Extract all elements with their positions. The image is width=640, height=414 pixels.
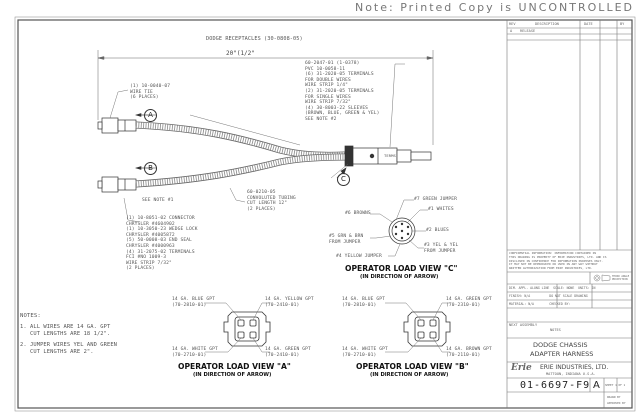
date-col-header: DATE [584, 22, 593, 26]
finish-row: FINISH: N/A DO NOT SCALE DRAWING [509, 294, 588, 298]
view-c-pin-2: #2 BLUES [426, 228, 449, 233]
description-line-1: DODGE CHASSIS [533, 341, 588, 349]
drawn-by-label: DRAWN BY [607, 395, 621, 399]
rev-row-letter: A [510, 29, 513, 33]
view-b-label-tl: 14 GA. BLUE GPT (70-2810-01) [342, 297, 385, 308]
third-angle-label: THIRD ANGLE PROJECTION [612, 275, 630, 282]
description-col-header: DESCRIPTION [535, 22, 559, 26]
company-logo: Erie [511, 363, 532, 373]
company-location: MATTOON, INDIANA U.S.A. [546, 372, 596, 376]
part-number: 01-6697-F9 [520, 380, 591, 391]
view-a-subtitle: (IN DIRECTION OF ARROW) [193, 372, 272, 378]
revision-letter: A [593, 380, 600, 391]
view-c-pin-5: #5 GRN & BRN FROM JUMPER [329, 234, 364, 245]
notes-label: NOTES [550, 328, 561, 332]
tubing-note: 60-0210-05 CONVOLUTED TUBING CUT LENGTH 12" (2 PLACES) [247, 190, 296, 212]
overall-length-dimension: 20"(1/2" [226, 50, 255, 57]
view-b-title: OPERATOR LOAD VIEW "B" [356, 362, 469, 371]
rev-col-header: REV [509, 22, 516, 26]
view-c-pin-6: #6 BROWNS [345, 211, 371, 216]
approved-by-label: APPROVED BY [607, 401, 626, 405]
callout-c: C [337, 173, 350, 186]
view-b-label-tr: 14 GA. GREEN GPT (70-2310-01) [446, 297, 492, 308]
view-c-title: OPERATOR LOAD VIEW "C" [345, 264, 458, 273]
tolerance-row: DIM. APPL. ALONG LINE SCALE: NONE UNITS: IN [509, 286, 596, 290]
connector-note: (1) 10-8051-02 CONNECTOR CHRYSLER #4604902 (1) 10-3050-23 WEDGE LOCK CHRYSLER #4005872 (5) 50-0008-03 END SEAL CHRYSLER #4000963 (4) 31-2075-02 TERMINALS FCI #NO 1009-3 WIRE STRIP 7/32" (2 PLACES) [126, 216, 198, 272]
callout-a: A [144, 109, 157, 122]
receptacle-note: 60-2047-01 (1-0378) PVC 10-0058-11 (6) 31-2020-05 TERMINALS FOR DOUBLE WIRES WIRE STRIP 1/4" (2) 31-2020-05 TERMINALS FOR SINGLE WIRES WIRE STRIP 7/32" (4) 30-8003-22 SLEEVES (BROWN, BLUE, GREEN & YEL) SEE NOTE #2 [305, 61, 380, 122]
view-b-label-br: 14 GA. BROWN GPT (70-2110-01) [446, 347, 492, 358]
by-col-header: BY [620, 22, 625, 26]
view-a-title: OPERATOR LOAD VIEW "A" [178, 362, 291, 371]
note-item-2: 2. JUMPER WIRES YEL AND GREEN CUT LENGTHS ARE 2". [20, 342, 118, 355]
sheet-number: SHEET 1 OF 1 [605, 383, 626, 387]
material-row: MATERIAL: N/A CHECKED BY: [509, 302, 571, 306]
proprietary-note: CONFIDENTIAL INFORMATION: INFORMATION CONTAINED IN THIS DRAWING IS PROPERTY OF ERIE INDUSTRIES, LTD. AND IS DISCLOSED IN CONFIDENCE FOR INFORMATION PURPOSES ONLY. IT MAY NOT BE REPRODUCED OR USED IN ANY WAY WITHOUT WRITTEN AUTHORIZATION FROM ERIE INDUSTRIES, LTD. [509, 251, 607, 271]
uncontrolled-copy-banner: Note: Printed Copy is UNCONTROLLED [354, 1, 634, 14]
view-a-label-bl: 14 GA. WHITE GPT (70-2710-01) [172, 347, 218, 358]
rev-row-description: RELEASE [520, 29, 536, 33]
view-a-label-br: 14 GA. GREEN GPT (70-2410-01) [265, 347, 311, 358]
view-b-subtitle: (IN DIRECTION OF ARROW) [370, 372, 449, 378]
see-note-1: SEE NOTE #1 [142, 198, 174, 203]
view-b-label-bl: 14 GA. WHITE GPT (70-2710-01) [342, 347, 388, 358]
receptacle-housing-text: TERMS [384, 153, 396, 158]
view-c-pin-4: #4 YELLOW JUMPER [336, 254, 382, 259]
view-c-subtitle: (IN DIRECTION OF ARROW) [360, 274, 439, 280]
next-assembly-label: NEXT ASSEMBLY [509, 323, 538, 327]
view-a-label-tr: 14 GA. YELLOW GPT (70-2410-01) [265, 297, 314, 308]
description-line-2: ADAPTER HARNESS [530, 350, 594, 358]
view-c-pin-7: #7 GREEN JUMPER [414, 197, 457, 202]
note-item-1: 1. ALL WIRES ARE 14 GA. GPT CUT LENGTHS ARE 18 1/2". [20, 324, 111, 337]
wire-tie-note: (1) 10-0040-07 WIRE TIE (6 PLACES) [130, 84, 171, 101]
notes-heading: NOTES: [20, 313, 41, 319]
view-c-pin-1: #1 WHITES [428, 207, 454, 212]
receptacle-label: DODGE RECEPTACLES (30-0808-05) [206, 36, 303, 42]
callout-b: B [144, 162, 157, 175]
company-name: ERIE INDUSTRIES, LTD. [540, 364, 609, 371]
view-c-pin-3: #3 YEL & YEL FROM JUMPER [424, 243, 459, 254]
view-a-label-tl: 14 GA. BLUE GPT (70-2810-01) [172, 297, 215, 308]
